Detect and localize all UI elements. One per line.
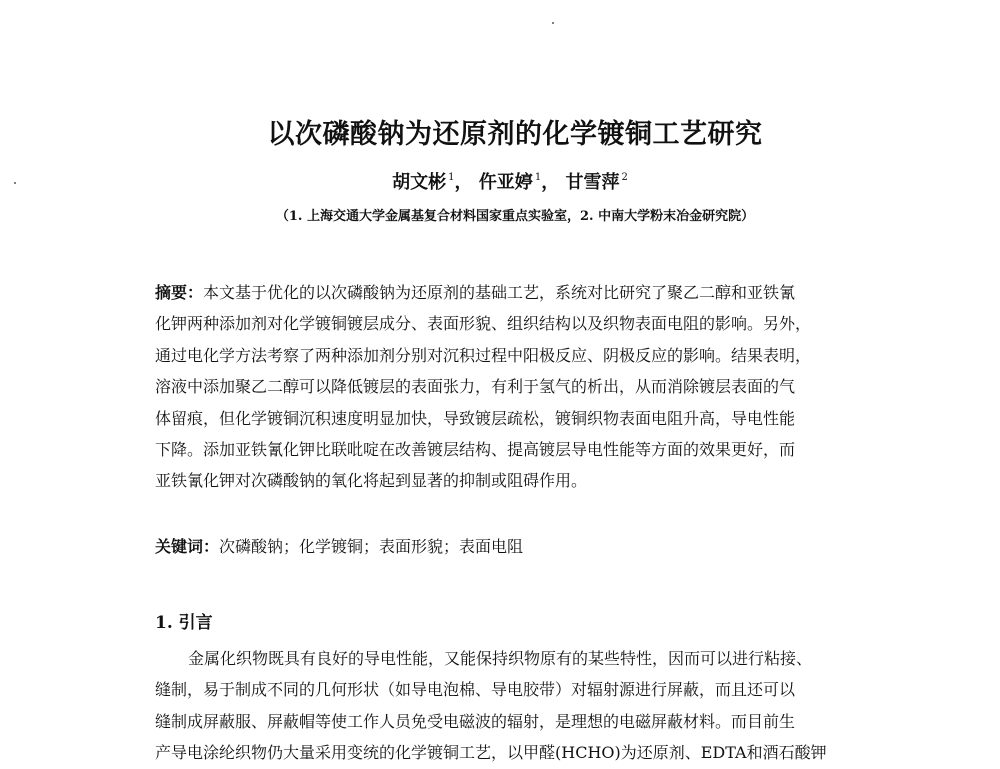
author-separator: ， (454, 172, 473, 193)
abstract-line: 化钾两种添加剂对化学镀铜镀层成分、表面形貌、组织结构以及织物表面电阻的影响。另外， (155, 314, 812, 334)
introduction-line: 产导电涂纶织物仍大量采用变统的化学镀铜工艺，以甲醛(HCHO)为还原剂、EDTA和酒石酸钾 (155, 743, 827, 763)
abstract-line: 下降。添加亚铁氰化钾比联吡啶在改善镀层结构、提高镀层导电性能等方面的效果更好，而 (155, 439, 796, 459)
author-name: 仵亚婷 (478, 172, 533, 193)
paper-title: 以次磷酸钠为还原剂的化学镀铜工艺研究 (267, 119, 763, 150)
author-separator: ， (541, 172, 560, 193)
author-affiliation-index: 1 (534, 172, 542, 183)
introduction-line: 缝制成屏蔽服、屏蔽帽等使工作人员免受电磁波的辐射，是理想的电磁屏蔽材料。而目前生 (155, 711, 796, 731)
keywords-text: 次磷酸钠；化学镀铜；表面形貌；表面电阻 (219, 537, 524, 556)
abstract-line: 亚铁氰化钾对次磷酸钠的氧化将起到显著的抑制或阻碍作用。 (155, 471, 588, 491)
author-name: 甘雪萍 (565, 172, 620, 193)
abstract-line: 通过电化学方法考察了两种添加剂分别对沉积过程中阳极反应、阴极反应的影响。结果表明， (155, 345, 812, 365)
abstract-label: 摘要： (155, 283, 204, 302)
abstract-line: 溶液中添加聚乙二醇可以降低镀层的表面张力，有利于氢气的析出，从而消除镀层表面的气 (155, 377, 796, 397)
author-name: 胡文彬 (392, 172, 447, 193)
author-list (0, 168, 1000, 194)
abstract-line: 体留痕，但化学镀铜沉积速度明显加快，导致镀层疏松，镀铜织物表面电阻升高，导电性能 (155, 408, 796, 428)
abstract (155, 277, 875, 497)
section-heading-introduction: 1. 引言 (155, 613, 213, 633)
scan-speck (552, 22, 554, 24)
author-affiliations: （1. 上海交通大学金属基复合材料国家重点实验室，2. 中南大学粉末冶金研究院） (275, 209, 755, 224)
author-affiliation-index: 1 (448, 172, 455, 183)
abstract-line (155, 277, 875, 308)
keywords (155, 534, 523, 557)
introduction-line: 缝制，易于制成不同的几何形状（如导电泡棉、导电胶带）对辐射源进行屏蔽，而且还可以 (155, 680, 796, 700)
introduction-line: 金属化织物既具有良好的导电性能，又能保持织物原有的某些特性，因而可以进行粘接、 (188, 649, 813, 668)
introduction-paragraph (155, 643, 875, 769)
abstract-text: 本文基于优化的以次磷酸钠为还原剂的基础工艺，系统对比研究了聚乙二醇和亚铁氰 (203, 283, 796, 302)
keywords-label: 关键词： (155, 537, 220, 556)
author-affiliation-index: 2 (621, 172, 628, 183)
